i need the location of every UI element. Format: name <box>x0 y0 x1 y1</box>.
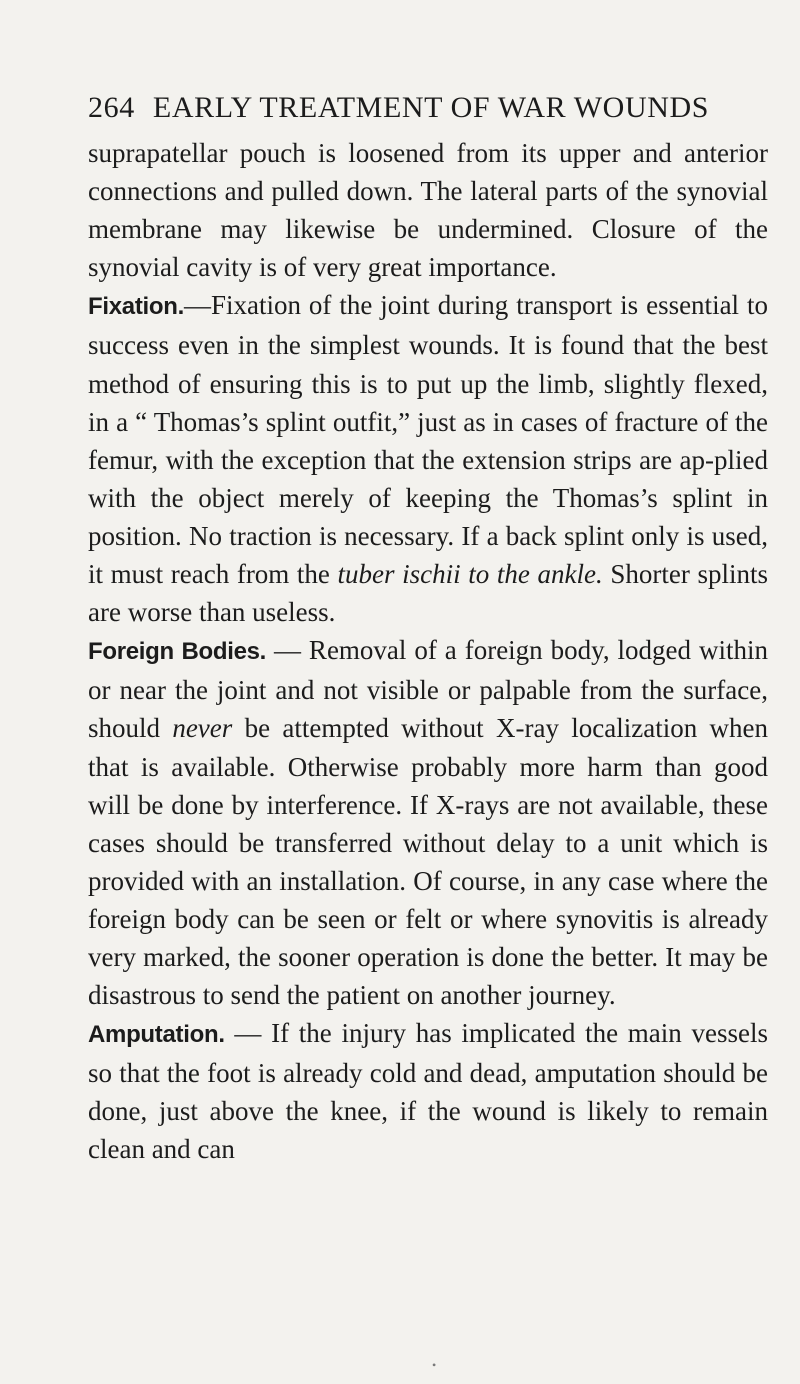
paragraph-text: — If the injury has implicated the main vessels so that the foot is already cold and dead, amputation should be done, just above the knee, if the wound is likely to remain clean and can <box>88 1018 768 1165</box>
paragraph-amputation <box>88 1014 768 1168</box>
page-number: 264 <box>88 91 135 124</box>
paragraph-text: suprapatellar pouch is loosened from its upper and anterior connections and pulled down. The lateral parts of the synovial membrane may likewise be undermined. Closure of the synovial cavity is of very great importance. <box>88 138 768 283</box>
section-heading-fixation: Fixation. <box>88 293 184 321</box>
paragraph-text: —Fixation of the joint during transport is essential to success even in the simplest wounds. It is found that the best method of ensuring this is to put up the limb, slightly flexed, in a “ Thomas’s splint outfit,” just as in cases of fracture of the femur, with the exception that the extension strips are ap-plied with the object merely of keeping the Thomas’s splint in position. No traction is necessary. If a back splint only is used, it must reach from the <box>88 290 768 590</box>
paragraph-text: — Removal of a foreign body, lodged within or near the joint and not visible or palpable from the surface, should <box>88 635 768 744</box>
section-heading-foreign-bodies: Foreign Bodies. <box>88 638 267 666</box>
running-title: EARLY TREATMENT OF WAR WOUNDS <box>152 91 710 124</box>
body-text <box>88 134 768 1169</box>
paragraph-fixation <box>88 286 768 631</box>
italic-word: never <box>172 713 233 744</box>
paragraph-foreign-bodies <box>88 631 768 1014</box>
paragraph-suprapatellar <box>88 134 768 286</box>
paragraph-text: be attempted without X-ray localization when that is available. Otherwise probably more harm than good will be done by interference. If X-rays are not available, these cases should be transferred without delay to a unit which is provided with an installation. Of course, in any case where the foreign body can be seen or felt or where synovitis is already very marked, the sooner operation is done the better. It may be disastrous to send the patient on another journey. <box>88 713 768 1011</box>
italic-phrase: tuber ischii to the ankle. <box>337 559 603 590</box>
paragraph-text: Shorter splints are worse than useless. <box>88 559 768 628</box>
section-heading-amputation: Amputation. <box>88 1021 225 1049</box>
printer-mark: • <box>432 1358 437 1372</box>
page-header <box>88 88 768 128</box>
